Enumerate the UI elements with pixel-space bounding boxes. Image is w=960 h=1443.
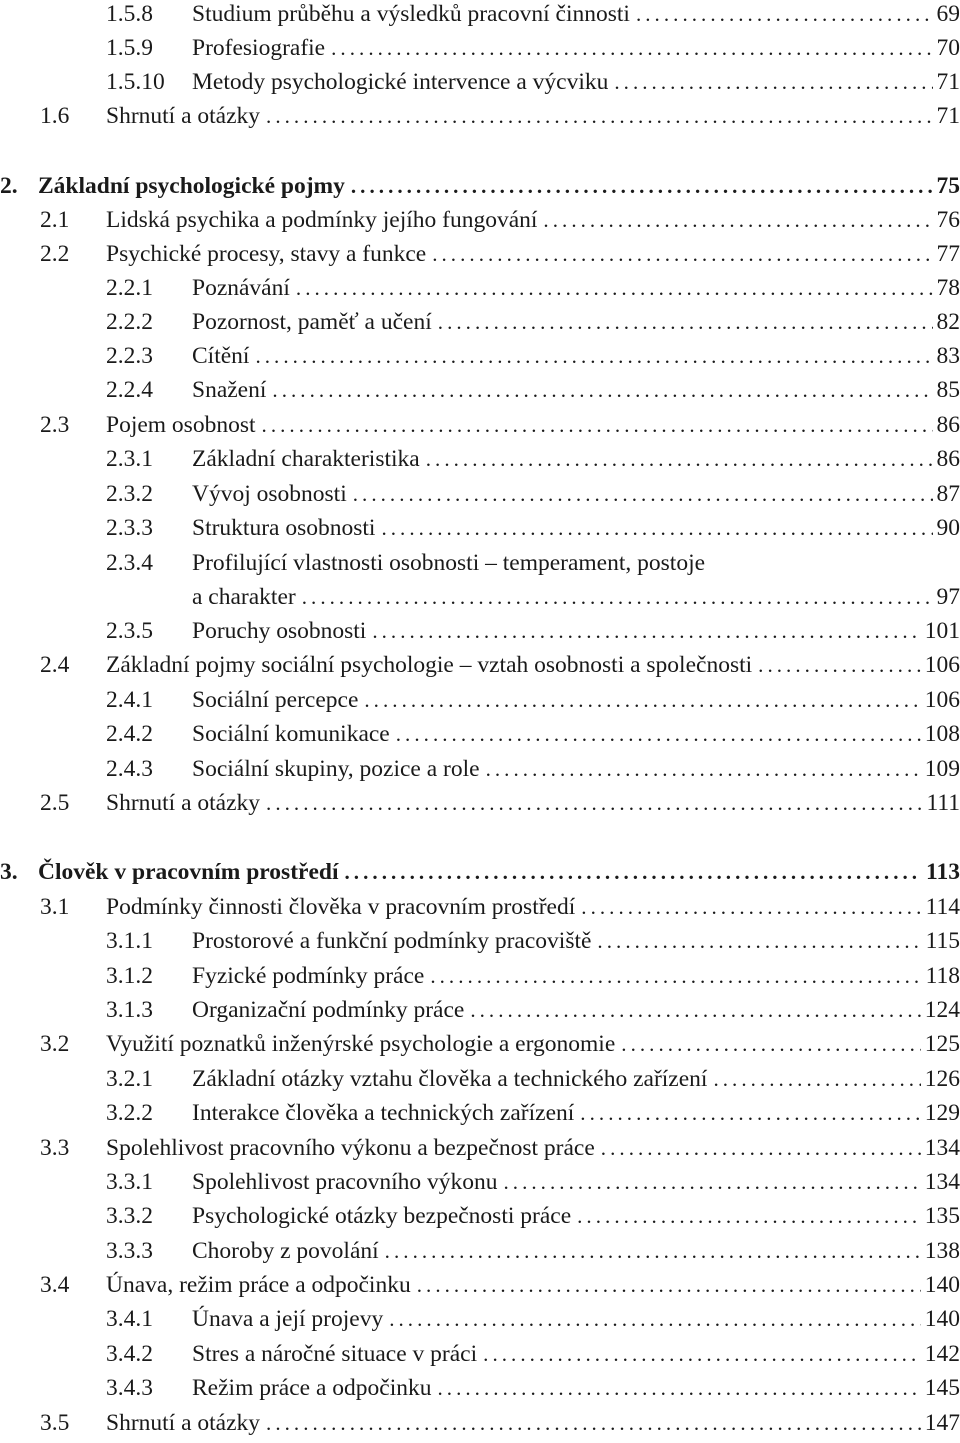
dot-leader xyxy=(255,339,932,373)
toc-entry-title: Choroby z povolání xyxy=(192,1238,379,1264)
toc-entry-number: 2.3.4 xyxy=(106,550,153,576)
toc-entry-title: Únava a její projevy xyxy=(192,1306,384,1332)
toc-entry-number: 3.3.3 xyxy=(106,1238,153,1264)
toc-page-number: 87 xyxy=(936,481,960,507)
dot-leader xyxy=(597,924,921,958)
dot-leader xyxy=(601,1131,921,1165)
toc-entry-title: Základní psychologické pojmy xyxy=(38,173,345,199)
toc-page-number: 145 xyxy=(924,1375,960,1401)
toc-entry[interactable] xyxy=(0,546,960,580)
toc-entry[interactable] xyxy=(0,99,960,133)
toc-entry-title: Sociální percepce xyxy=(192,687,359,713)
dot-leader xyxy=(381,511,932,545)
toc-entry-title: Metody psychologické intervence a výcviku xyxy=(192,69,609,95)
toc-entry-number: 3.4.1 xyxy=(106,1306,153,1332)
dot-leader xyxy=(385,1234,921,1268)
toc-page-number: 135 xyxy=(924,1203,960,1229)
toc-entry[interactable] xyxy=(0,373,960,407)
dot-leader xyxy=(713,1062,920,1096)
toc-entry-title: Stres a náročné situace v práci xyxy=(192,1341,478,1367)
dot-leader xyxy=(581,890,921,924)
dot-leader xyxy=(389,1302,921,1336)
toc-entry[interactable] xyxy=(0,1337,960,1371)
toc-entry-title: Interakce člověka a technických zařízení xyxy=(192,1100,575,1126)
toc-entry[interactable] xyxy=(0,890,960,924)
dot-leader xyxy=(331,31,932,65)
dot-leader xyxy=(430,959,921,993)
dot-leader xyxy=(577,1199,921,1233)
toc-entry-title: Základní charakteristika xyxy=(192,446,420,472)
dot-leader xyxy=(437,1371,920,1405)
toc-entry[interactable] xyxy=(0,1234,960,1268)
toc-page-number: 106 xyxy=(924,652,960,678)
toc-entry-title: Poznávání xyxy=(192,275,290,301)
toc-entry[interactable] xyxy=(0,408,960,442)
dot-leader xyxy=(470,993,920,1027)
toc-entry-number: 3.2.1 xyxy=(106,1066,153,1092)
toc-entry-number: 2.4 xyxy=(40,652,70,678)
toc-entry-number: 2.3.2 xyxy=(106,481,153,507)
dot-leader xyxy=(345,855,923,889)
toc-page-number: 69 xyxy=(936,1,960,27)
toc-entry-title: Profesiografie xyxy=(192,35,326,61)
toc-page-number: 71 xyxy=(936,103,960,129)
toc-entry[interactable] xyxy=(0,477,960,511)
toc-page-number: 129 xyxy=(924,1100,960,1126)
toc-entry-title: Snažení xyxy=(192,377,267,403)
toc-entry-title: Člověk v pracovním prostředí xyxy=(38,859,339,885)
toc-entry-title: Spolehlivost pracovního výkonu a bezpečnost práce xyxy=(106,1135,595,1161)
toc-entry-number: 1.5.9 xyxy=(106,35,153,61)
toc-page-number: 82 xyxy=(936,309,960,335)
toc-entry[interactable] xyxy=(0,1165,960,1199)
toc-entry-title: Fyzické podmínky práce xyxy=(192,963,425,989)
dot-leader xyxy=(351,169,933,203)
toc-entry-number: 3.1 xyxy=(40,894,70,920)
toc-entry-title: a charakter xyxy=(192,584,296,610)
dot-leader xyxy=(302,580,933,614)
toc-entry-number: 3.2.2 xyxy=(106,1100,153,1126)
toc-entry-number: 3. xyxy=(0,859,18,885)
toc-entry-number: 2.2.4 xyxy=(106,377,153,403)
toc-entry-title: Využití poznatků inženýrské psychologie a ergonomie xyxy=(106,1031,616,1057)
toc-page-number: 86 xyxy=(936,446,960,472)
toc-page-number: 118 xyxy=(925,963,960,989)
toc-entry[interactable] xyxy=(0,786,960,820)
toc-page-number: 125 xyxy=(924,1031,960,1057)
toc-entry[interactable] xyxy=(0,1131,960,1165)
toc-entry-number: 3.4.3 xyxy=(106,1375,153,1401)
toc-entry[interactable] xyxy=(0,305,960,339)
toc-entry-number: 3.1.2 xyxy=(106,963,153,989)
dot-leader xyxy=(483,1337,921,1371)
toc-entry[interactable] xyxy=(0,339,960,373)
dot-leader xyxy=(503,1165,920,1199)
toc-entry[interactable] xyxy=(0,683,960,717)
toc-page-number: 134 xyxy=(924,1169,960,1195)
toc-page-number: 83 xyxy=(936,343,960,369)
toc-entry[interactable] xyxy=(0,0,960,31)
toc-entry-title: Spolehlivost pracovního výkonu xyxy=(192,1169,498,1195)
toc-entry[interactable] xyxy=(0,1406,960,1440)
toc-entry-title: Základní pojmy sociální psychologie – vztah osobnosti a společnosti xyxy=(106,652,753,678)
toc-page-number: 70 xyxy=(936,35,960,61)
toc-entry-number: 1.5.10 xyxy=(106,69,165,95)
toc-entry-title: Shrnutí a otázky xyxy=(106,790,261,816)
dot-leader xyxy=(636,0,933,31)
toc-entry-number: 2.4.2 xyxy=(106,721,153,747)
toc-page-number: 108 xyxy=(924,721,960,747)
toc-entry[interactable] xyxy=(0,1027,960,1061)
dot-leader xyxy=(543,203,932,237)
toc-entry[interactable] xyxy=(0,1302,960,1336)
toc-entry[interactable] xyxy=(0,1199,960,1233)
dot-leader xyxy=(758,648,921,682)
toc-entry-title: Sociální komunikace xyxy=(192,721,390,747)
toc-entry-number: 2.4.1 xyxy=(106,687,153,713)
toc-page-number: 147 xyxy=(924,1410,960,1436)
toc-entry[interactable] xyxy=(0,65,960,99)
toc-page-number: 106 xyxy=(924,687,960,713)
toc-entry[interactable] xyxy=(0,648,960,682)
toc-page-number: 140 xyxy=(924,1306,960,1332)
toc-page-number: 75 xyxy=(936,173,960,199)
toc-page-number: 90 xyxy=(936,515,960,541)
toc-entry-title: Psychické procesy, stavy a funkce xyxy=(106,241,427,267)
toc-entry[interactable] xyxy=(0,614,960,648)
dot-leader xyxy=(296,271,933,305)
toc-entry-title: Poruchy osobnosti xyxy=(192,618,367,644)
dot-leader xyxy=(426,442,933,476)
toc-entry-title: Sociální skupiny, pozice a role xyxy=(192,756,480,782)
toc-entry[interactable] xyxy=(0,1371,960,1405)
toc-entry[interactable] xyxy=(0,993,960,1027)
toc-chapter[interactable] xyxy=(0,855,960,889)
toc-entry-title: Psychologické otázky bezpečnosti práce xyxy=(192,1203,572,1229)
dot-leader xyxy=(432,237,932,271)
toc-entry-number: 3.4 xyxy=(40,1272,70,1298)
toc-entry-number: 2.2 xyxy=(40,241,70,267)
toc-entry-number: 1.5.8 xyxy=(106,1,153,27)
toc-entry[interactable] xyxy=(0,31,960,65)
toc-entry[interactable] xyxy=(0,924,960,958)
toc-entry-number: 2.3.3 xyxy=(106,515,153,541)
toc-entry-number: 2.3.1 xyxy=(106,446,153,472)
toc-page-number: 71 xyxy=(936,69,960,95)
toc-chapter[interactable] xyxy=(0,169,960,203)
toc-page-number: 113 xyxy=(926,859,960,885)
toc-entry-number: 3.3.2 xyxy=(106,1203,153,1229)
toc-entry-number: 2.5 xyxy=(40,790,70,816)
toc-entry[interactable] xyxy=(0,237,960,271)
toc-entry-title: Pozornost, paměť a učení xyxy=(192,309,432,335)
toc-entry[interactable] xyxy=(0,717,960,751)
toc-entry-number: 2.2.1 xyxy=(106,275,153,301)
toc-entry[interactable] xyxy=(0,1096,960,1130)
dot-leader xyxy=(396,717,921,751)
toc-entry-title: Shrnutí a otázky xyxy=(106,1410,261,1436)
toc-entry-number: 2.4.3 xyxy=(106,756,153,782)
toc-page-number: 101 xyxy=(924,618,960,644)
toc-entry-title: Studium průběhu a výsledků pracovní činnosti xyxy=(192,1,630,27)
toc-page-number: 126 xyxy=(924,1066,960,1092)
toc-entry-number: 1.6 xyxy=(40,103,70,129)
toc-page-number: 78 xyxy=(936,275,960,301)
toc-entry-number: 2.2.2 xyxy=(106,309,153,335)
toc-entry-title: Základní otázky vztahu člověka a technického zařízení xyxy=(192,1066,708,1092)
toc-page-number: 97 xyxy=(936,584,960,610)
dot-leader xyxy=(621,1027,920,1061)
toc-entry-title: Únava, režim práce a odpočinku xyxy=(106,1272,411,1298)
toc-page-number: 115 xyxy=(925,928,960,954)
toc-entry[interactable] xyxy=(0,511,960,545)
toc-page-number: 86 xyxy=(936,412,960,438)
dot-leader xyxy=(580,1096,920,1130)
dot-leader xyxy=(417,1268,921,1302)
toc-entry-number: 3.4.2 xyxy=(106,1341,153,1367)
toc-entry[interactable] xyxy=(0,203,960,237)
toc-entry-title: Vývoj osobnosti xyxy=(192,481,347,507)
toc-page-number: 138 xyxy=(924,1238,960,1264)
toc-entry[interactable] xyxy=(0,1268,960,1302)
toc-page-number: 77 xyxy=(936,241,960,267)
toc-entry-number: 3.5 xyxy=(40,1410,70,1436)
toc-entry-title: Cítění xyxy=(192,343,250,369)
dot-leader xyxy=(266,1406,921,1440)
toc-page-number: 111 xyxy=(926,790,960,816)
toc-entry-number: 3.3 xyxy=(40,1135,70,1161)
toc-entry-title: Lidská psychika a podmínky jejího fungování xyxy=(106,207,538,233)
toc-entry-number: 2.2.3 xyxy=(106,343,153,369)
toc-entry-number: 3.2 xyxy=(40,1031,70,1057)
toc-page-number: 85 xyxy=(936,377,960,403)
toc-entry-title: Profilující vlastnosti osobnosti – temperament, postoje xyxy=(192,550,706,576)
toc-entry[interactable] xyxy=(0,752,960,786)
dot-leader xyxy=(364,683,920,717)
toc-entry[interactable] xyxy=(0,442,960,476)
toc-entry[interactable] xyxy=(0,580,960,614)
dot-leader xyxy=(372,614,920,648)
toc-entry-title: Shrnutí a otázky xyxy=(106,103,261,129)
toc-page-number: 140 xyxy=(924,1272,960,1298)
dot-leader xyxy=(272,373,932,407)
dot-leader xyxy=(353,477,933,511)
toc-entry-title: Struktura osobnosti xyxy=(192,515,376,541)
dot-leader xyxy=(262,408,933,442)
toc-entry-number: 3.1.1 xyxy=(106,928,153,954)
toc-entry-number: 2.3 xyxy=(40,412,70,438)
toc-entry[interactable] xyxy=(0,959,960,993)
toc-entry-number: 2.1 xyxy=(40,207,70,233)
dot-leader xyxy=(486,752,921,786)
toc-entry[interactable] xyxy=(0,271,960,305)
toc-entry-title: Podmínky činnosti člověka v pracovním prostředí xyxy=(106,894,576,920)
toc-entry-number: 3.1.3 xyxy=(106,997,153,1023)
toc-page-number: 134 xyxy=(924,1135,960,1161)
toc-entry-title: Prostorové a funkční podmínky pracoviště xyxy=(192,928,592,954)
toc-entry-number: 2. xyxy=(0,173,18,199)
toc-page-number: 142 xyxy=(924,1341,960,1367)
dot-leader xyxy=(614,65,932,99)
toc-entry[interactable] xyxy=(0,1062,960,1096)
dot-leader xyxy=(266,99,932,133)
toc-entry-number: 3.3.1 xyxy=(106,1169,153,1195)
toc-entry-title: Pojem osobnost xyxy=(106,412,256,438)
toc-page-number: 124 xyxy=(924,997,960,1023)
dot-leader xyxy=(438,305,933,339)
toc-entry-number: 2.3.5 xyxy=(106,618,153,644)
toc-entry-title: Režim práce a odpočinku xyxy=(192,1375,432,1401)
dot-leader xyxy=(266,786,922,820)
toc-entry-title: Organizační podmínky práce xyxy=(192,997,465,1023)
toc-page-number: 109 xyxy=(924,756,960,782)
toc-page-number: 114 xyxy=(925,894,960,920)
toc-page-number: 76 xyxy=(936,207,960,233)
